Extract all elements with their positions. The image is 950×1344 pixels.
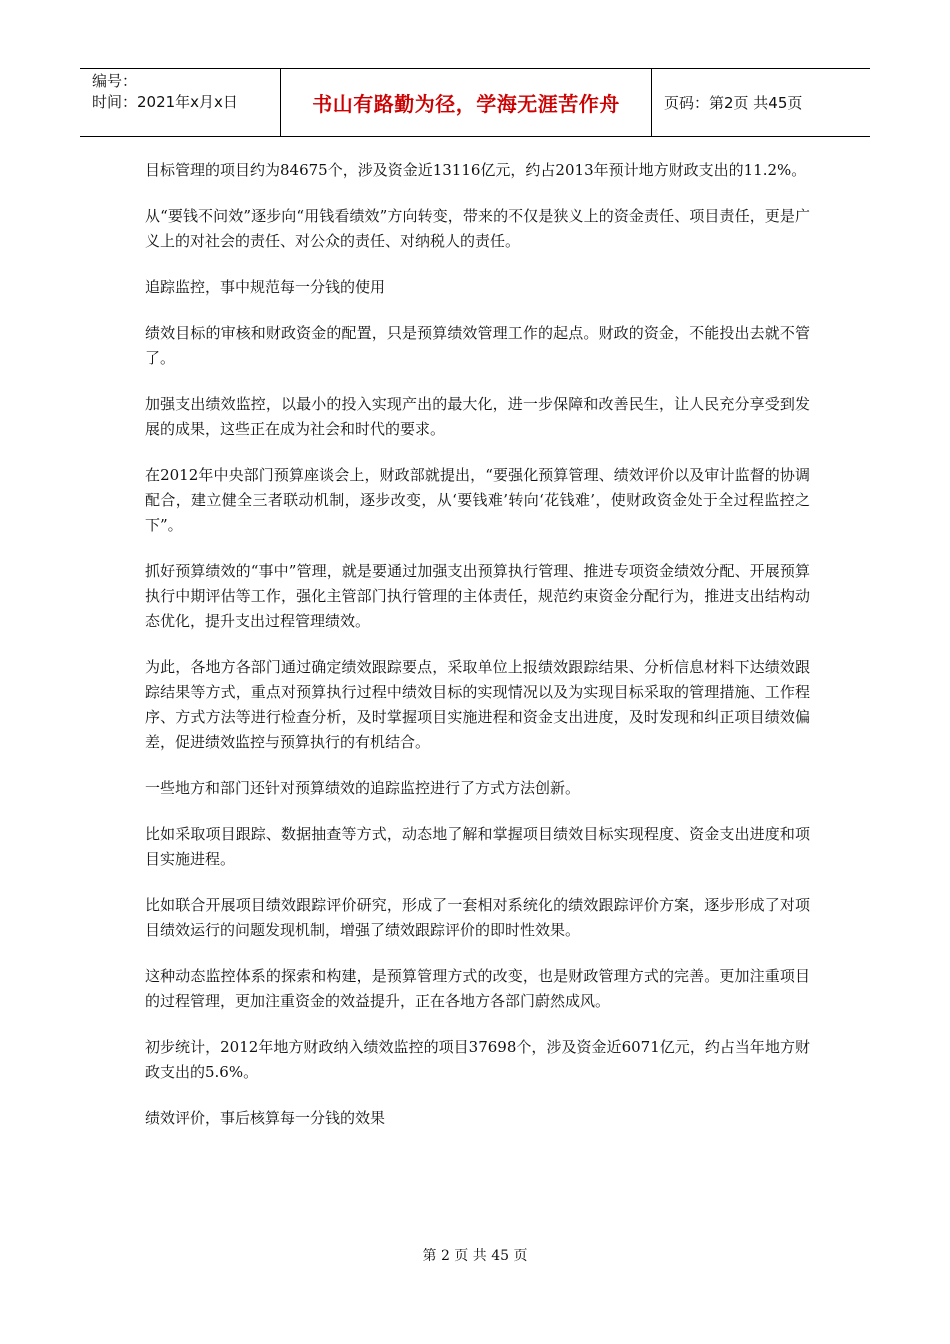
paragraph: 加强支出绩效监控，以最小的投入实现产出的最大化，进一步保障和改善民生，让人民充分享受到发展的成果，这些正在成为社会和时代的要求。 xyxy=(145,395,810,438)
paragraph: 比如采取项目跟踪、数据抽查等方式，动态地了解和掌握项目绩效目标实现程度、资金支出进度和项目实施进程。 xyxy=(145,825,810,868)
document-body xyxy=(145,158,810,1152)
paragraph: 这种动态监控体系的探索和构建，是预算管理方式的改变，也是财政管理方式的完善。更加注重项目的过程管理，更加注重资金的效益提升，正在各地方各部门蔚然成风。 xyxy=(145,967,810,1010)
paragraph: 从“要钱不问效”逐步向“用钱看绩效”方向转变，带来的不仅是狭义上的资金责任、项目责任，更是广义上的对社会的责任、对公众的责任、对纳税人的责任。 xyxy=(145,207,810,250)
page-footer: 第 2 页 共 45 页 xyxy=(422,1248,528,1264)
paragraph: 比如联合开展项目绩效跟踪评价研究，形成了一套相对系统化的绩效跟踪评价方案，逐步形成了对项目绩效运行的问题发现机制，增强了绩效跟踪评价的即时性效果。 xyxy=(145,896,810,939)
paragraph: 为此，各地方各部门通过确定绩效跟踪要点，采取单位上报绩效跟踪结果、分析信息材料下达绩效跟踪结果等方式，重点对预算执行过程中绩效目标的实现情况以及为实现目标采取的管理措施、工作程序、方式方法等进行检查分析，及时掌握项目实施进程和资金支出进度，及时发现和纠正项目绩效偏差，促进绩效监控与预算执行的有机结合。 xyxy=(145,658,810,751)
document-time-label: 时间：2021年x月x日 xyxy=(92,93,238,111)
paragraph: 初步统计，2012年地方财政纳入绩效监控的项目37698个，涉及资金近6071亿元，约占当年地方财政支出的5.6%。 xyxy=(145,1038,810,1081)
document-number-label: 编号： xyxy=(92,72,138,90)
paragraph: 在2012年中央部门预算座谈会上，财政部就提出，“要强化预算管理、绩效评价以及审计监督的协调配合，建立健全三者联动机制，逐步改变，从‘要钱难’转向‘花钱难’，使财政资金处于全过程监控之下”。 xyxy=(145,466,810,534)
paragraph: 绩效目标的审核和财政资金的配置，只是预算绩效管理工作的起点。财政的资金，不能投出去就不管了。 xyxy=(145,324,810,367)
paragraph: 抓好预算绩效的“事中”管理，就是要通过加强支出预算执行管理、推进专项资金绩效分配、开展预算执行中期评估等工作，强化主管部门执行管理的主体责任，规范约束资金分配行为，推进支出结构动态优化，提升支出过程管理绩效。 xyxy=(145,562,810,630)
header-page-number: 页码：第2页 共45页 xyxy=(664,94,803,112)
paragraph: 目标管理的项目约为84675个，涉及资金近13116亿元，约占2013年预计地方财政支出的11.2%。 xyxy=(145,161,807,179)
header-meta xyxy=(80,69,280,136)
section-heading: 追踪监控，事中规范每一分钱的使用 xyxy=(145,278,386,296)
header-motto: 书山有路勤为径，学海无涯苦作舟 xyxy=(280,69,652,136)
paragraph: 一些地方和部门还针对预算绩效的追踪监控进行了方式方法创新。 xyxy=(145,779,581,797)
section-heading: 绩效评价，事后核算每一分钱的效果 xyxy=(145,1109,386,1127)
page-header xyxy=(80,68,870,137)
